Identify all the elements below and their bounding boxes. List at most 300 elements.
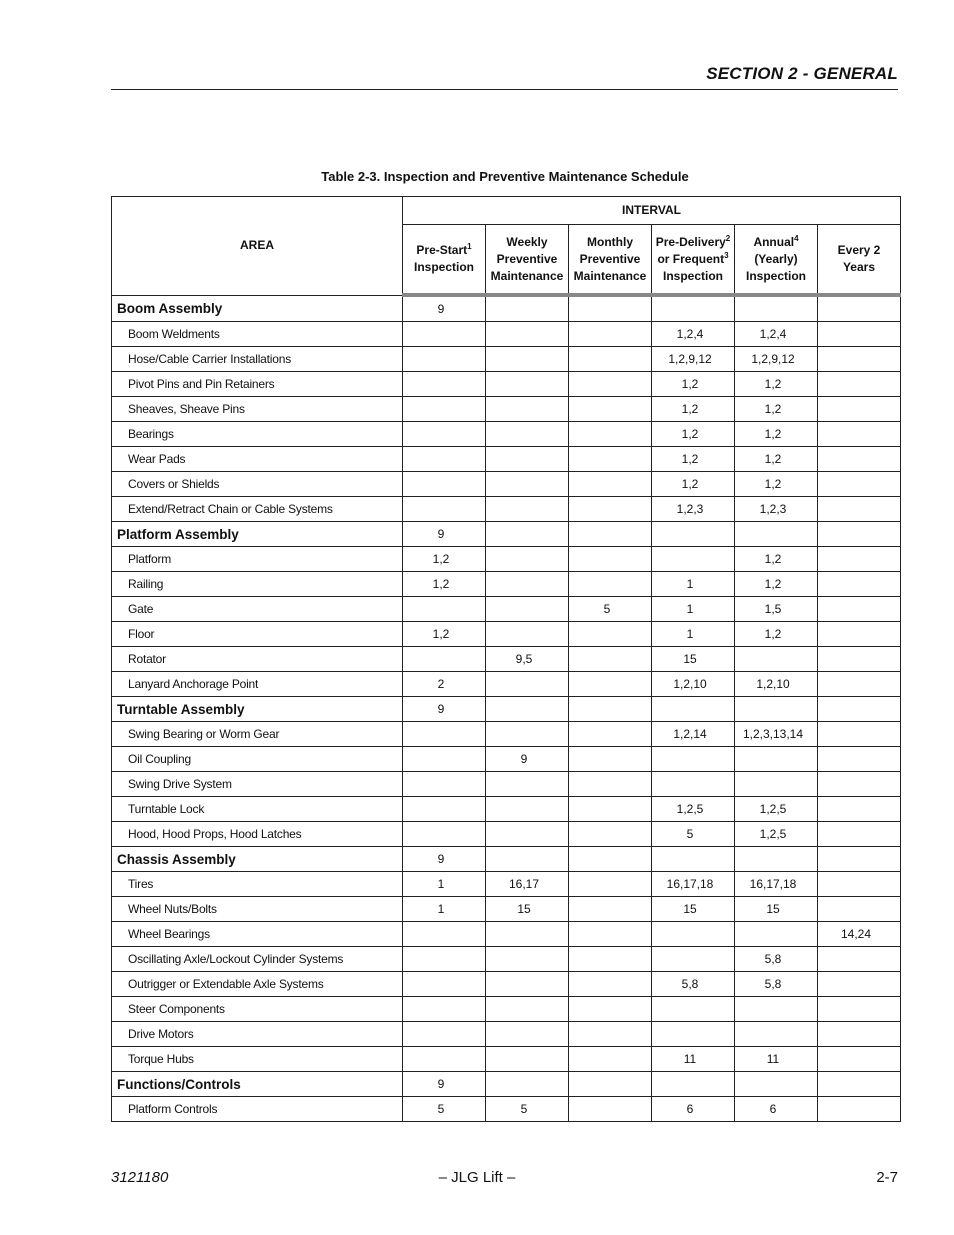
interval-cell	[486, 922, 569, 947]
interval-cell	[486, 472, 569, 497]
area-label: Platform Controls	[112, 1097, 403, 1122]
interval-value: 1,2	[764, 402, 782, 416]
interval-cell	[569, 797, 652, 822]
interval-cell	[403, 372, 486, 397]
interval-cell	[486, 647, 569, 672]
interval-value: 1,2,9,12	[668, 352, 712, 366]
interval-cell	[486, 747, 569, 772]
interval-cell	[818, 422, 901, 447]
footnote-marker: 3	[724, 250, 729, 260]
interval-cell	[818, 722, 901, 747]
interval-cell	[735, 422, 818, 447]
interval-cell	[735, 497, 818, 522]
interval-column-header	[486, 225, 569, 296]
interval-value: 11	[683, 1052, 697, 1066]
interval-cell	[486, 572, 569, 597]
interval-cell	[652, 697, 735, 722]
interval-cell	[569, 847, 652, 872]
group-label: Boom Assembly	[112, 295, 403, 322]
header-line: Monthly	[587, 234, 633, 249]
interval-cell	[735, 1047, 818, 1072]
interval-column-header	[735, 225, 818, 296]
interval-cell	[652, 872, 735, 897]
interval-cell	[818, 622, 901, 647]
table-row	[112, 897, 901, 922]
interval-cell	[818, 572, 901, 597]
footer-brand: – JLG Lift –	[438, 1169, 516, 1186]
header-line: Pre-Start	[416, 243, 468, 257]
interval-cell	[486, 497, 569, 522]
area-column-header: AREA	[112, 197, 403, 296]
interval-cell	[403, 1072, 486, 1097]
interval-cell	[818, 1097, 901, 1122]
interval-cell	[652, 572, 735, 597]
interval-value: 1,2	[681, 427, 699, 441]
interval-cell	[403, 722, 486, 747]
interval-value: 1,5	[764, 602, 782, 616]
group-row	[112, 522, 901, 547]
interval-cell	[735, 997, 818, 1022]
interval-cell	[818, 797, 901, 822]
interval-cell	[403, 672, 486, 697]
interval-cell	[652, 672, 735, 697]
interval-value: 15	[766, 902, 780, 916]
table-row	[112, 622, 901, 647]
interval-cell	[735, 397, 818, 422]
interval-value: 1,2,3	[676, 502, 704, 516]
interval-cell	[403, 622, 486, 647]
interval-cell	[818, 1072, 901, 1097]
interval-cell	[818, 872, 901, 897]
interval-cell	[486, 697, 569, 722]
interval-cell	[652, 747, 735, 772]
interval-value: 9	[437, 702, 445, 716]
area-label: Sheaves, Sheave Pins	[112, 397, 403, 422]
table-row	[112, 822, 901, 847]
interval-cell	[735, 922, 818, 947]
interval-value: 16,17,18	[749, 877, 797, 891]
interval-cell	[652, 622, 735, 647]
doc-number: 3121180	[111, 1169, 169, 1186]
table-row	[112, 472, 901, 497]
interval-cell	[735, 472, 818, 497]
interval-value: 9	[437, 1077, 445, 1091]
interval-cell	[652, 597, 735, 622]
interval-value: 1,2,10	[673, 677, 707, 691]
interval-cell	[403, 822, 486, 847]
area-label: Steer Components	[112, 997, 403, 1022]
table-row	[112, 997, 901, 1022]
interval-value: 9	[437, 527, 445, 541]
interval-cell	[735, 1072, 818, 1097]
table-row	[112, 447, 901, 472]
interval-cell	[735, 1097, 818, 1122]
header-line: Maintenance	[573, 268, 647, 283]
area-label: Lanyard Anchorage Point	[112, 672, 403, 697]
group-row	[112, 697, 901, 722]
interval-cell	[735, 647, 818, 672]
interval-value: 1,2	[764, 477, 782, 491]
interval-value: 2	[437, 677, 445, 691]
interval-cell	[569, 922, 652, 947]
table-row	[112, 1047, 901, 1072]
interval-value: 1,2,5	[676, 802, 704, 816]
area-label: Gate	[112, 597, 403, 622]
interval-cell	[403, 422, 486, 447]
interval-cell	[486, 1072, 569, 1097]
area-label: Oil Coupling	[112, 747, 403, 772]
interval-value: 16,17	[508, 877, 540, 891]
interval-value: 9	[437, 852, 445, 866]
table-row	[112, 1022, 901, 1047]
interval-cell	[652, 997, 735, 1022]
area-label: Swing Bearing or Worm Gear	[112, 722, 403, 747]
interval-cell	[818, 847, 901, 872]
area-label: Swing Drive System	[112, 772, 403, 797]
interval-cell	[569, 672, 652, 697]
header-line: Annual	[753, 234, 795, 249]
interval-cell	[818, 472, 901, 497]
interval-cell	[652, 522, 735, 547]
interval-value: 1	[437, 902, 445, 916]
interval-cell	[486, 347, 569, 372]
table-row	[112, 347, 901, 372]
interval-value: 16,17,18	[666, 877, 714, 891]
interval-cell	[818, 397, 901, 422]
table-row	[112, 397, 901, 422]
table-row	[112, 872, 901, 897]
table-row	[112, 322, 901, 347]
interval-cell	[735, 772, 818, 797]
interval-cell	[486, 322, 569, 347]
table-row	[112, 547, 901, 572]
header-line: Maintenance	[490, 268, 564, 283]
interval-cell	[735, 847, 818, 872]
interval-cell	[818, 747, 901, 772]
interval-cell	[403, 747, 486, 772]
group-label: Turntable Assembly	[112, 697, 403, 722]
footnote-marker: 1	[467, 242, 472, 251]
interval-value: 6	[769, 1102, 777, 1116]
interval-value: 1,2	[681, 452, 699, 466]
area-label: Extend/Retract Chain or Cable Systems	[112, 497, 403, 522]
interval-cell	[735, 897, 818, 922]
area-label: Covers or Shields	[112, 472, 403, 497]
area-label: Wheel Nuts/Bolts	[112, 897, 403, 922]
interval-cell	[569, 397, 652, 422]
interval-cell	[735, 572, 818, 597]
interval-cell	[652, 1022, 735, 1047]
interval-cell	[818, 672, 901, 697]
interval-cell	[403, 847, 486, 872]
interval-cell	[818, 997, 901, 1022]
header-rule	[111, 89, 898, 90]
interval-value: 1	[686, 602, 694, 616]
interval-cell	[818, 295, 901, 322]
interval-value: 5,8	[764, 977, 782, 991]
interval-cell	[403, 397, 486, 422]
page-number: 2-7	[876, 1169, 898, 1186]
interval-value: 14,24	[840, 927, 872, 941]
interval-cell	[569, 1047, 652, 1072]
interval-cell	[735, 347, 818, 372]
table-row	[112, 647, 901, 672]
interval-value: 1,2	[764, 577, 782, 591]
interval-cell	[735, 947, 818, 972]
interval-cell	[486, 822, 569, 847]
interval-cell	[652, 372, 735, 397]
interval-cell	[818, 972, 901, 997]
interval-cell	[569, 347, 652, 372]
area-label: Floor	[112, 622, 403, 647]
interval-cell	[486, 672, 569, 697]
interval-cell	[569, 572, 652, 597]
interval-cell	[403, 647, 486, 672]
interval-cell	[569, 622, 652, 647]
interval-cell	[486, 897, 569, 922]
interval-cell	[486, 947, 569, 972]
interval-cell	[486, 772, 569, 797]
interval-cell	[569, 1022, 652, 1047]
interval-cell	[818, 347, 901, 372]
interval-cell	[652, 972, 735, 997]
table-row	[112, 797, 901, 822]
interval-value: 1	[437, 877, 445, 891]
area-label: Turntable Lock	[112, 797, 403, 822]
area-label: Drive Motors	[112, 1022, 403, 1047]
interval-cell	[652, 797, 735, 822]
area-label: Tires	[112, 872, 403, 897]
interval-value: 5,8	[681, 977, 699, 991]
interval-cell	[652, 922, 735, 947]
interval-cell	[652, 422, 735, 447]
interval-cell	[652, 497, 735, 522]
table-row	[112, 972, 901, 997]
interval-value: 15	[683, 902, 697, 916]
header-line: Years	[842, 260, 876, 274]
interval-cell	[652, 847, 735, 872]
interval-cell	[652, 347, 735, 372]
interval-value: 1,2,3	[759, 502, 787, 516]
interval-cell	[486, 1047, 569, 1072]
interval-cell	[486, 597, 569, 622]
area-label: Torque Hubs	[112, 1047, 403, 1072]
header-line: or Frequent	[657, 251, 725, 266]
area-label: Outrigger or Extendable Axle Systems	[112, 972, 403, 997]
interval-cell	[569, 897, 652, 922]
interval-cell	[569, 522, 652, 547]
interval-value: 1,2	[764, 377, 782, 391]
interval-cell	[735, 872, 818, 897]
interval-cell	[735, 697, 818, 722]
interval-cell	[569, 747, 652, 772]
interval-cell	[569, 972, 652, 997]
interval-cell	[486, 622, 569, 647]
interval-value: 1,2	[764, 627, 782, 641]
group-label: Functions/Controls	[112, 1072, 403, 1097]
interval-cell	[486, 972, 569, 997]
section-header: SECTION 2 - GENERAL	[706, 64, 898, 83]
interval-cell	[652, 897, 735, 922]
interval-value: 1,2,4	[759, 327, 787, 341]
interval-cell	[569, 372, 652, 397]
interval-column-header	[818, 225, 901, 296]
interval-cell	[818, 947, 901, 972]
interval-cell	[486, 547, 569, 572]
interval-cell	[403, 772, 486, 797]
area-label: Oscillating Axle/Lockout Cylinder Systems	[112, 947, 403, 972]
interval-cell	[486, 997, 569, 1022]
interval-value: 1	[686, 577, 694, 591]
interval-cell	[403, 447, 486, 472]
interval-value: 1,2	[432, 552, 450, 566]
area-label: Hose/Cable Carrier Installations	[112, 347, 403, 372]
interval-cell	[403, 497, 486, 522]
group-label: Chassis Assembly	[112, 847, 403, 872]
interval-cell	[818, 922, 901, 947]
table-row	[112, 772, 901, 797]
interval-cell	[818, 597, 901, 622]
interval-cell	[569, 547, 652, 572]
table-row	[112, 497, 901, 522]
interval-cell	[735, 747, 818, 772]
interval-cell	[486, 522, 569, 547]
interval-value: 5	[520, 1102, 528, 1116]
interval-cell	[735, 522, 818, 547]
interval-cell	[652, 822, 735, 847]
interval-cell	[735, 722, 818, 747]
interval-value: 5,8	[764, 952, 782, 966]
interval-cell	[403, 1022, 486, 1047]
interval-value: 5	[603, 602, 611, 616]
interval-cell	[818, 322, 901, 347]
interval-cell	[818, 497, 901, 522]
interval-cell	[818, 772, 901, 797]
interval-cell	[652, 947, 735, 972]
interval-cell	[403, 572, 486, 597]
table-title: Table 2-3. Inspection and Preventive Maintenance Schedule	[321, 169, 689, 184]
interval-value: 5	[686, 827, 694, 841]
interval-cell	[403, 1047, 486, 1072]
interval-cell	[735, 295, 818, 322]
interval-cell	[486, 847, 569, 872]
area-label: Pivot Pins and Pin Retainers	[112, 372, 403, 397]
interval-cell	[569, 1072, 652, 1097]
interval-cell	[486, 295, 569, 322]
table-row	[112, 747, 901, 772]
interval-cell	[818, 522, 901, 547]
interval-cell	[818, 372, 901, 397]
interval-cell	[569, 295, 652, 322]
group-row	[112, 1072, 901, 1097]
area-label: Boom Weldments	[112, 322, 403, 347]
interval-cell	[735, 597, 818, 622]
interval-cell	[486, 397, 569, 422]
interval-cell	[403, 522, 486, 547]
interval-value: 15	[517, 902, 531, 916]
interval-header: INTERVAL	[403, 197, 901, 225]
interval-value: 9,5	[515, 652, 533, 666]
interval-cell	[486, 722, 569, 747]
header-line: Pre-Delivery	[655, 234, 726, 249]
area-label: Hood, Hood Props, Hood Latches	[112, 822, 403, 847]
interval-value: 15	[683, 652, 697, 666]
interval-cell	[735, 447, 818, 472]
area-label: Bearings	[112, 422, 403, 447]
interval-cell	[486, 447, 569, 472]
interval-cell	[486, 872, 569, 897]
interval-cell	[652, 447, 735, 472]
area-label: Rotator	[112, 647, 403, 672]
interval-cell	[652, 295, 735, 322]
interval-value: 1,2,4	[676, 327, 704, 341]
interval-cell	[818, 647, 901, 672]
interval-value: 1,2	[681, 377, 699, 391]
interval-value: 6	[686, 1102, 694, 1116]
interval-value: 1,2	[764, 452, 782, 466]
table-row	[112, 597, 901, 622]
interval-value: 1,2,5	[759, 802, 787, 816]
interval-cell	[818, 1022, 901, 1047]
interval-cell	[403, 597, 486, 622]
group-row	[112, 847, 901, 872]
interval-cell	[735, 622, 818, 647]
interval-cell	[735, 1022, 818, 1047]
interval-cell	[652, 1072, 735, 1097]
interval-cell	[652, 547, 735, 572]
table-row	[112, 1097, 901, 1122]
interval-cell	[818, 447, 901, 472]
interval-cell	[818, 1047, 901, 1072]
interval-cell	[403, 897, 486, 922]
interval-cell	[486, 1022, 569, 1047]
interval-cell	[735, 322, 818, 347]
interval-value: 1,2,5	[759, 827, 787, 841]
interval-value: 1,2,10	[756, 677, 790, 691]
table-row	[112, 922, 901, 947]
interval-cell	[652, 322, 735, 347]
group-row	[112, 295, 901, 322]
header-line: Inspection	[745, 268, 806, 283]
interval-value: 1,2	[681, 477, 699, 491]
interval-cell	[818, 897, 901, 922]
interval-value: 1,2	[681, 402, 699, 416]
maintenance-schedule-table	[111, 196, 901, 1122]
interval-cell	[486, 797, 569, 822]
interval-cell	[818, 822, 901, 847]
header-line: (Yearly)	[754, 251, 798, 266]
interval-cell	[735, 822, 818, 847]
interval-cell	[403, 1097, 486, 1122]
interval-column-header	[569, 225, 652, 296]
interval-cell	[652, 1047, 735, 1072]
interval-cell	[652, 472, 735, 497]
interval-cell	[569, 447, 652, 472]
area-label: Platform	[112, 547, 403, 572]
interval-cell	[403, 347, 486, 372]
interval-value: 9	[437, 302, 445, 316]
interval-value: 5	[437, 1102, 445, 1116]
table-row	[112, 572, 901, 597]
interval-cell	[569, 872, 652, 897]
interval-cell	[569, 722, 652, 747]
interval-cell	[403, 322, 486, 347]
interval-cell	[569, 497, 652, 522]
header-line: Weekly	[506, 234, 548, 249]
interval-cell	[486, 372, 569, 397]
interval-cell	[403, 947, 486, 972]
interval-cell	[403, 872, 486, 897]
